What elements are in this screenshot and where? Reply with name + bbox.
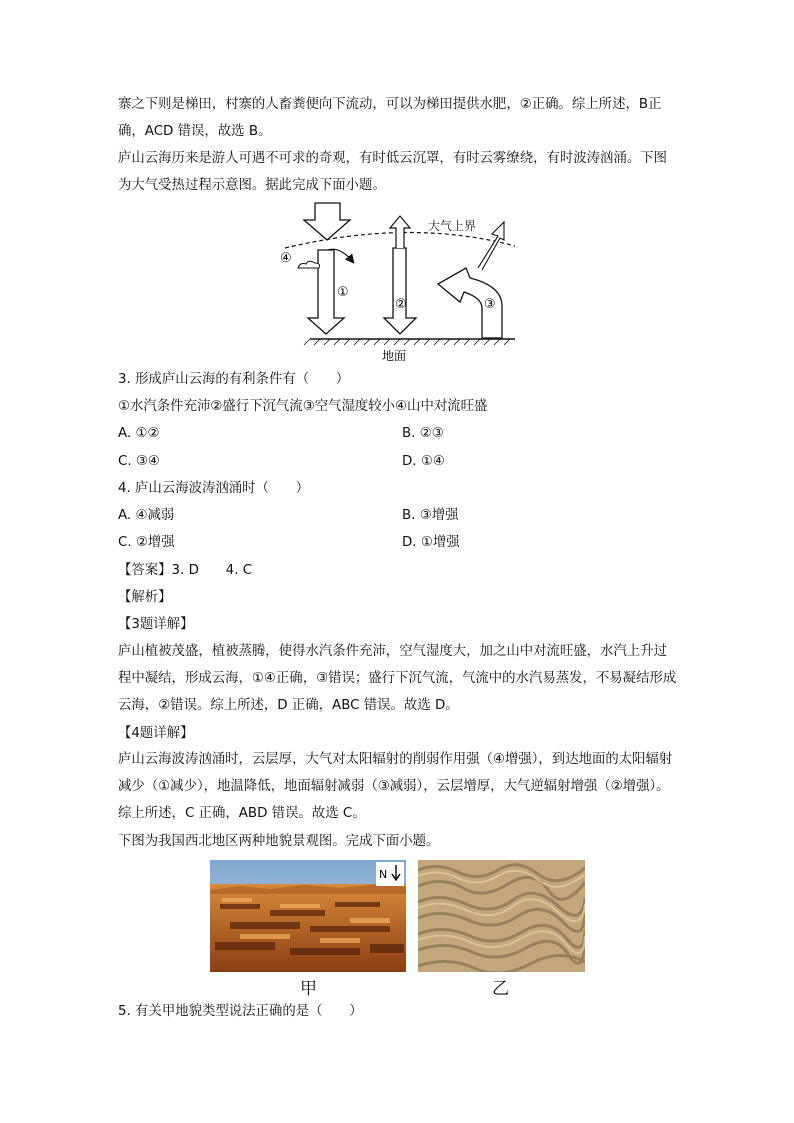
q3-conditions: ①水汽条件充沛②盛行下沉气流③空气湿度较小④山中对流旺盛 [118, 399, 488, 414]
analysis-heading: 【解析】 [118, 590, 172, 605]
label-1: ① [337, 285, 349, 300]
q4-stem: 4. 庐山云海波涛汹涌时（ ） [118, 481, 310, 496]
q4-option-c[interactable]: C. ②增强 [118, 535, 175, 550]
photo-jia-yardang [210, 860, 406, 972]
caption-yi: 乙 [492, 979, 509, 999]
q3-option-a[interactable]: A. ①② [118, 426, 160, 441]
answer-line: 【答案】3. D 4. C [118, 563, 253, 578]
caption-jia: 甲 [300, 979, 317, 999]
cloud-icon [298, 261, 320, 268]
q3-detail-heading: 【3题详解】 [118, 617, 194, 632]
upper-boundary-label: 大气上界 [428, 219, 477, 233]
q4-option-b[interactable]: B. ③增强 [402, 508, 459, 523]
north-label: N [379, 868, 388, 881]
q3-option-b[interactable]: B. ②③ [402, 426, 444, 441]
q3-stem: 3. 形成庐山云海的有利条件有（ ） [118, 372, 350, 387]
paragraph-intro-clouds: 庐山云海历来是游人可遇不可求的奇观，有时低云沉罩，有时云雾缭绕，有时波涛汹涌。下图为大气受热过程示意图。据此完成下面小题。 [118, 151, 668, 193]
paragraph-previous-answer: 寨之下则是梯田，村寨的人畜粪便向下流动，可以为梯田提供水肥，②正确。综上所述，B正确，ACD 错误，故选 B。 [118, 97, 662, 139]
label-4: ④ [280, 251, 292, 266]
q3-detail-text: 庐山植被茂盛，植被蒸腾，使得水汽条件充沛，空气湿度大，加之山中对流旺盛，水汽上升过程中凝结，形成云海，①④正确，③错误；盛行下沉气流，气流中的水汽易蒸发，不易凝结形成云海，②错误。综上所述，D 正确，ABC 错误。故选 D。 [118, 644, 677, 713]
label-3: ③ [484, 297, 496, 312]
incoming-arrow-top [304, 203, 350, 240]
arrow-2 [384, 248, 416, 334]
arrow-2-up [390, 216, 410, 248]
q3-option-d[interactable]: D. ①④ [402, 454, 445, 469]
q4-detail-heading: 【4题详解】 [118, 726, 194, 741]
ground-label: 地面 [382, 349, 407, 363]
q4-option-a[interactable]: A. ④减弱 [118, 508, 175, 523]
q3-option-c[interactable]: C. ③④ [118, 454, 160, 469]
paragraph-intro-landforms: 下图为我国西北地区两种地貌景观图。完成下面小题。 [118, 834, 440, 849]
label-2: ② [395, 297, 407, 312]
q5-stem: 5. 有关甲地貌类型说法正确的是（ ） [118, 1004, 363, 1019]
photo-yi-dunes [418, 860, 585, 972]
atmosphere-heating-diagram [270, 198, 530, 366]
q4-option-d[interactable]: D. ①增强 [402, 535, 460, 550]
q4-detail-text: 庐山云海波涛汹涌时，云层厚，大气对太阳辐射的削弱作用强（④增强），到达地面的太阳辐射减少（①减少），地温降低，地面辐射减弱（③减弱），云层增厚，大气逆辐射增强（②增强）。综上所述，C 正确，ABD 错误。故选 C。 [118, 752, 673, 821]
